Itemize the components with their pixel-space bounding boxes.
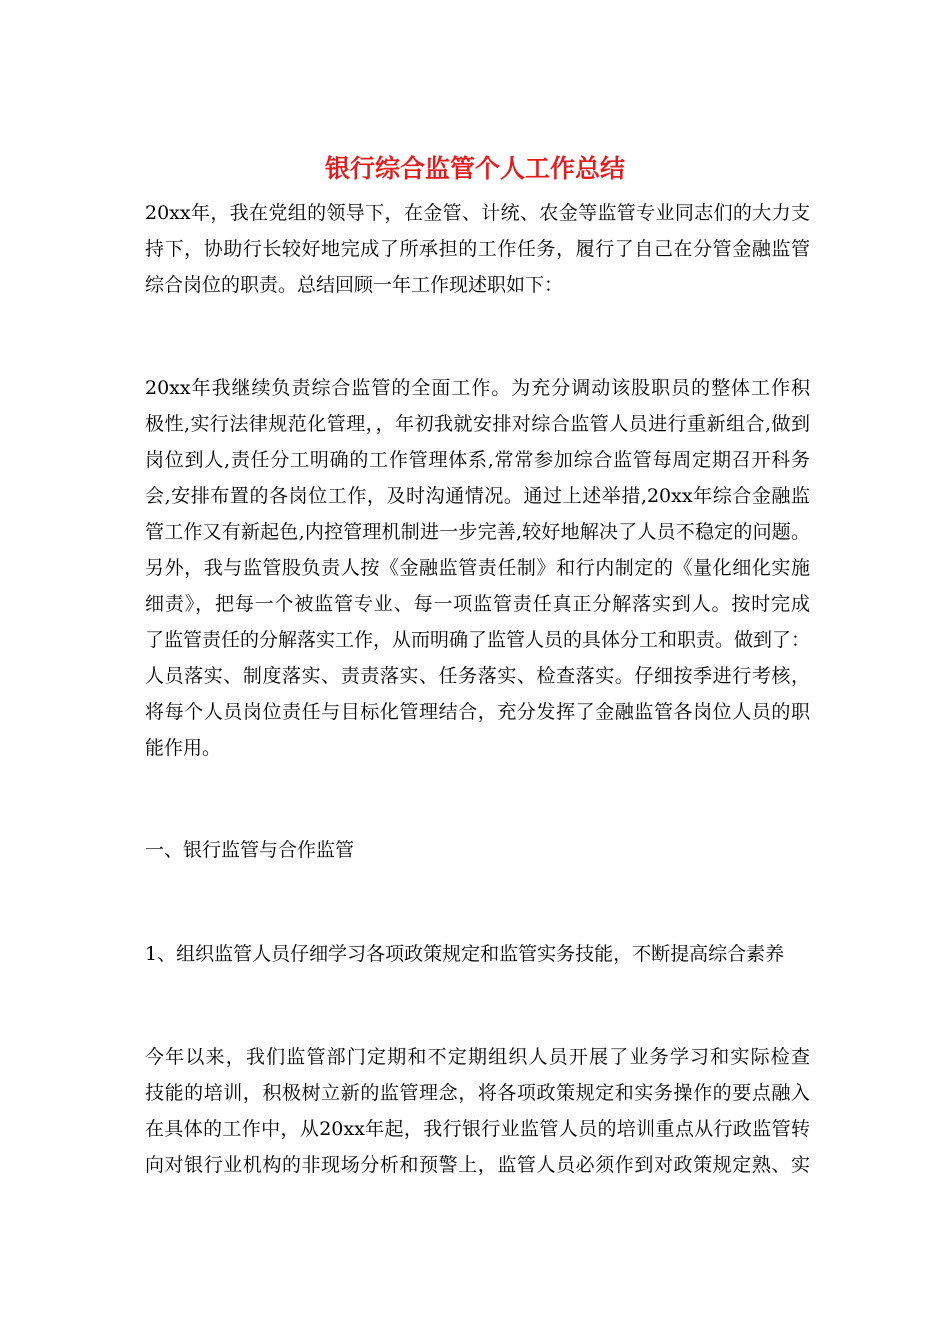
paragraph-2-line-4: 会,安排布置的各岗位工作，及时沟通情况。通过上述举措,20xx年综合金融监 <box>145 485 810 507</box>
paragraph-2-line-10: 将每个人员岗位责任与目标化管理结合，充分发挥了金融监管各岗位人员的职 <box>145 701 810 723</box>
paragraph-1-line-1: 20xx年，我在党组的领导下，在金管、计统、农金等监管专业同志们的大力支 <box>145 202 810 224</box>
paragraph-5-line-1: 今年以来，我们监管部门定期和不定期组织人员开展了业务学习和实际检查 <box>145 1046 810 1068</box>
paragraph-2-line-5: 管工作又有新起色,内控管理机制进一步完善,较好地解决了人员不稳定的问题。 <box>145 521 810 543</box>
paragraph-2-line-7: 细责》，把每一个被监管专业、每一项监管责任真正分解落实到人。按时完成 <box>145 593 810 615</box>
paragraph-2-line-8: 了监管责任的分解落实工作，从而明确了监管人员的具体分工和职责。做到了： <box>145 629 811 651</box>
paragraph-2-line-3: 岗位到人,责任分工明确的工作管理体系,常常参加综合监管每周定期召开科务 <box>145 449 810 471</box>
paragraph-2-line-1: 20xx年我继续负责综合监管的全面工作。为充分调动该股职员的整体工作积 <box>145 377 810 399</box>
paragraph-1-line-3: 综合岗位的职责。总结回顾一年工作现述职如下： <box>145 274 564 296</box>
paragraph-5-line-2: 技能的培训，积极树立新的监管理念，将各项政策规定和实务操作的要点融入 <box>145 1082 810 1104</box>
paragraph-2-line-2: 极性,实行法律规范化管理，，年初我就安排对综合监管人员进行重新组合,做到 <box>145 413 810 435</box>
subsection-heading: 1、组织监管人员仔细学习各项政策规定和监管实务技能，不断提高综合素养 <box>145 943 785 965</box>
paragraph-1-line-2: 持下，协助行长较好地完成了所承担的工作任务，履行了自己在分管金融监管 <box>145 238 810 260</box>
document-title: 银行综合监管个人工作总结 <box>324 154 625 183</box>
paragraph-2-line-11: 能作用。 <box>145 737 222 759</box>
paragraph-2-line-6: 另外，我与监管股负责人按《金融监管责任制》和行内制定的《量化细化实施 <box>145 557 810 579</box>
paragraph-5-line-3: 在具体的工作中，从20xx年起，我行银行业监管人员的培训重点从行政监管转 <box>145 1118 810 1140</box>
paragraph-5-line-4: 向对银行业机构的非现场分析和预警上，监管人员必须作到对政策规定熟、实 <box>145 1154 810 1176</box>
paragraph-2-line-9: 人员落实、制度落实、责责落实、任务落实、检查落实。仔细按季进行考核， <box>145 665 810 687</box>
section-heading: 一、银行监管与合作监管 <box>145 839 355 861</box>
